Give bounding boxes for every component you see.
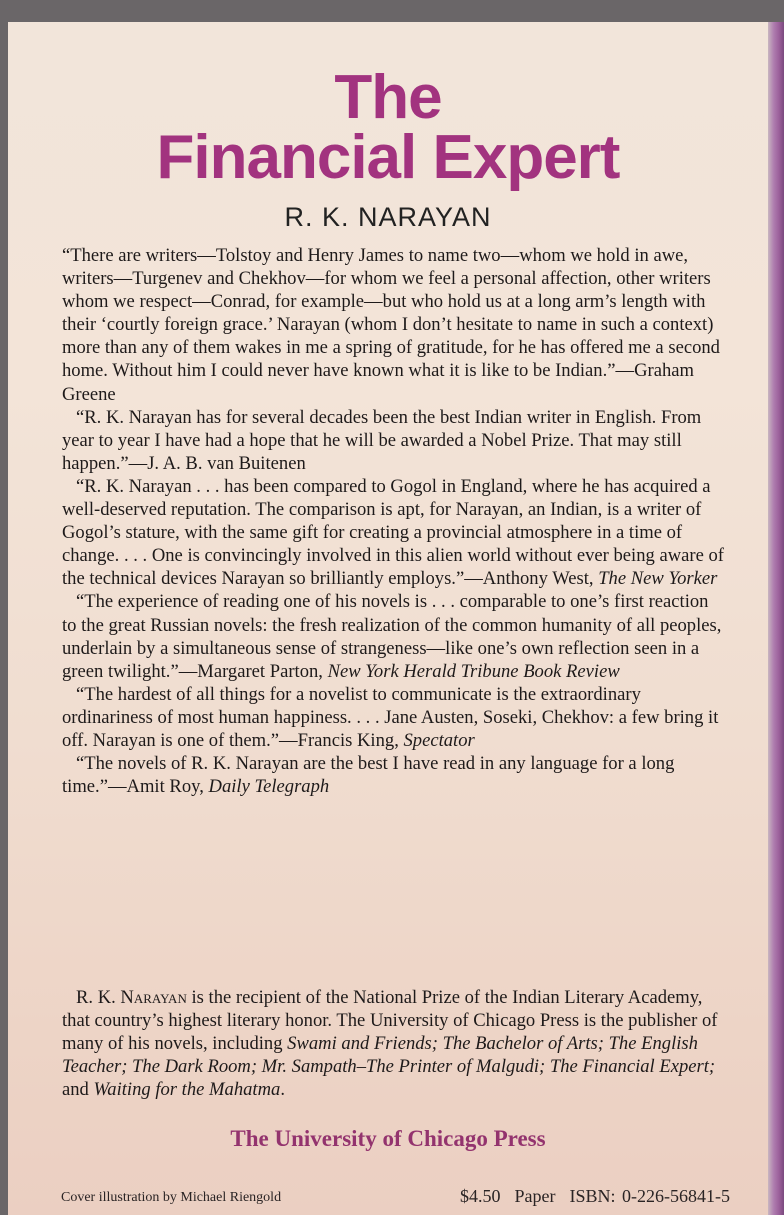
- quote-source: The New Yorker: [598, 568, 718, 590]
- price-isbn: [460, 1186, 730, 1207]
- isbn: ISBN: 0-226-56841-5: [569, 1186, 730, 1206]
- spine-edge: [768, 22, 784, 1215]
- book-title-line-2: Financial Expert: [156, 123, 620, 192]
- price: $4.50: [460, 1186, 501, 1206]
- cover-credit: Cover illustration by Michael Riengold: [61, 1190, 282, 1205]
- quote-margaret-parton: “The experience of reading one of his novels is . . . comparable to one’s first reaction to the great Russian novels: the fresh realization of the common humanity of all peoples, underlain by a simultaneous sense of strangeness—like one’s own reflection seen in a green twilight.”—Margaret Parton, New York Herald Tribune Book Review: [62, 591, 722, 682]
- review-quotes: [62, 244, 724, 798]
- publisher-name: The University of Chicago Press: [230, 1126, 546, 1151]
- quote-francis-king: “The hardest of all things for a novelist to communicate is the extraordinary ordinariness of most human happiness. . . . Jane Austen, Soseki, Chekhov: a few bring it off. Narayan is one of them.”—Francis King, Spectator: [62, 683, 719, 751]
- bio-last-title: Waiting for the Mahatma: [93, 1079, 281, 1101]
- book-title-line-1: The: [334, 63, 442, 132]
- quote-source: Daily Telegraph: [208, 776, 330, 798]
- quote-amit-roy: “The novels of R. K. Narayan are the best I have read in any language for a long time.”—Amit Roy, Daily Telegraph: [62, 753, 675, 798]
- bio-book-titles: Swami and Friends; The Bachelor of Arts; The English Teacher; The Dark Room; Mr. Sampath–The Printer of Malgudi; The Financial Expert;: [62, 1033, 716, 1078]
- back-cover: [8, 22, 768, 1215]
- quote-anthony-west: “R. K. Narayan . . . has been compared to Gogol in England, where he has acquired a well-deserved reputation. The comparison is apt, for Narayan, an Indian, is a writer of Gogol’s stature, with the same gift for creating a provincial atmosphere in a time of change. . . . One is convincingly involved in this alien world without ever being aware of the technical devices Narayan so brilliantly employs.”—Anthony West, The New Yorker: [62, 475, 724, 590]
- format: Paper: [514, 1186, 556, 1206]
- bio-author-name: R. K. Narayan: [76, 987, 187, 1008]
- quote-van-buitenen: “R. K. Narayan has for several decades been the best Indian writer in English. From year to year I have had a hope that he will be awarded a Nobel Prize. That may still happen.”—J. A. B. van Buitenen: [62, 406, 702, 474]
- quote-source: Spectator: [403, 729, 475, 751]
- author-bio: R. K. Narayan is the recipient of the National Prize of the Indian Literary Academy, that country’s highest literary honor. The University of Chicago Press is the publisher of many of his novels, including Swami and Friends; The Bachelor of Arts; The English Teacher; The Dark Room; Mr. Sampath–The Printer of Malgudi; The Financial Expert; and Waiting for the Mahatma.: [62, 987, 718, 1101]
- quote-graham-greene: “There are writers—Tolstoy and Henry James to name two—whom we hold in awe, writers—Turgenev and Chekhov—for whom we feel a personal affection, other writers whom we respect—Conrad, for example—but who hold us at a long arm’s length with their ‘courtly foreign grace.’ Narayan (whom I don’t hesitate to name in such a context) more than any of them wakes in me a spring of gratitude, for he has offered me a second home. Without him I could never have known what it is like to be Indian.”—Graham Greene: [62, 245, 720, 405]
- quote-source: New York Herald Tribune Book Review: [327, 660, 620, 682]
- author-name: R. K. NARAYAN: [284, 202, 492, 232]
